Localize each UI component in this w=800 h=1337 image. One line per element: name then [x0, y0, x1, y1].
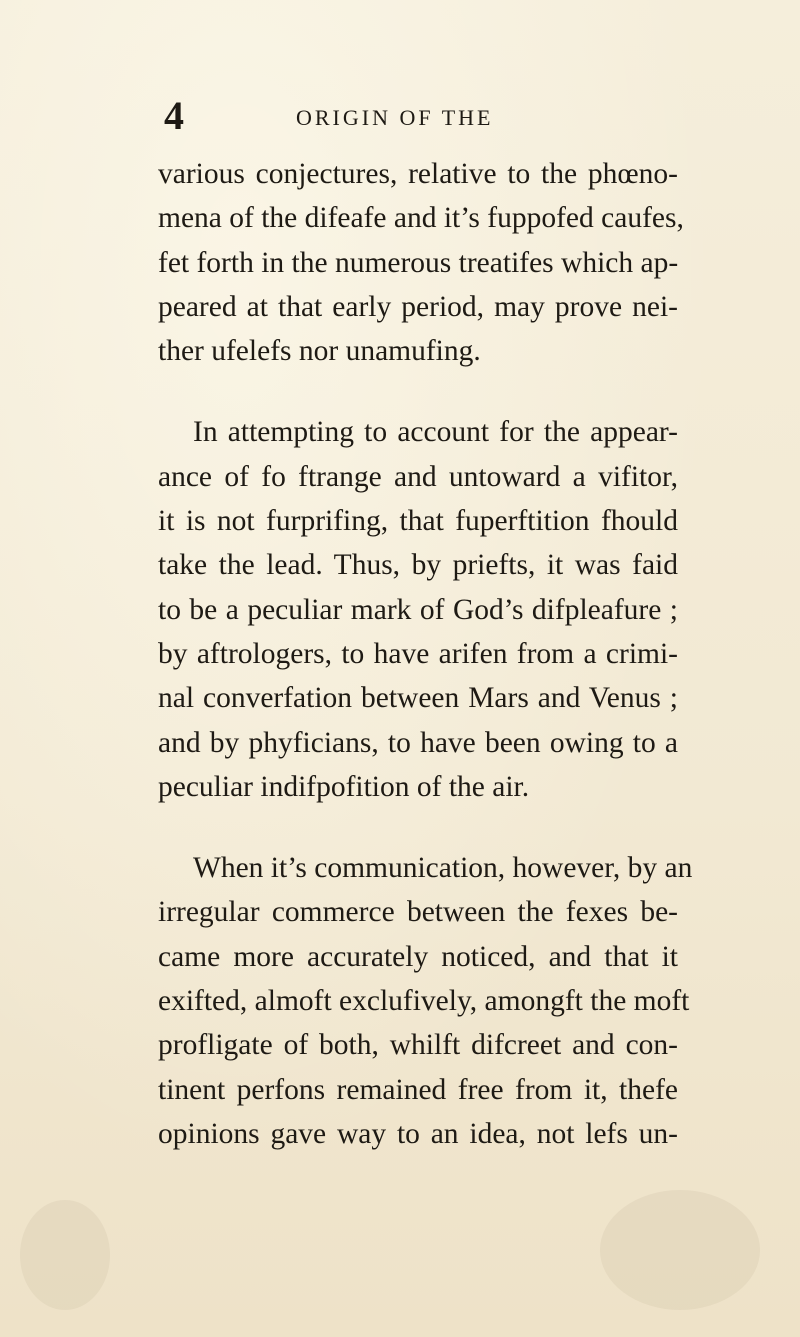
- text-line: by aftrologers, to have arifen from a crimi-: [158, 637, 678, 670]
- text-line: profligate of both, whilft difcreet and con-: [158, 1029, 678, 1062]
- text-line: irregular commerce between the fexes be-: [158, 896, 678, 929]
- running-title: ORIGIN OF THE: [296, 105, 494, 130]
- page-header: [0, 93, 800, 138]
- text-line: and by phyficians, to have been owing to a: [158, 726, 678, 759]
- text-line: peculiar indifpofition of the air.: [158, 770, 530, 803]
- body-text: [158, 152, 693, 1156]
- page-number: 4: [164, 93, 184, 138]
- text-line: to be a peculiar mark of God’s difpleafure ;: [158, 593, 678, 626]
- text-line: take the lead. Thus, by priefts, it was faid: [158, 549, 678, 582]
- text-line: When it’s communication, however, by an: [193, 852, 693, 885]
- paragraph-1: [158, 152, 684, 373]
- text-line: ther ufelefs nor unamufing.: [158, 335, 481, 368]
- text-line: mena of the difeafe and it’s fuppofed caufes,: [158, 202, 684, 235]
- text-line: exifted, almoft exclufively, amongft the moft: [158, 985, 690, 1018]
- paragraph-2: [158, 410, 678, 809]
- text-line: tinent perfons remained free from it, thefe: [158, 1073, 678, 1106]
- text-line: opinions gave way to an idea, not lefs un-: [158, 1117, 678, 1150]
- paper-stain: [600, 1190, 760, 1310]
- text-line: various conjectures, relative to the phœno-: [158, 158, 678, 190]
- paragraph-3: [158, 846, 693, 1156]
- text-line: peared at that early period, may prove nei-: [158, 290, 678, 323]
- text-line: nal converfation between Mars and Venus ;: [158, 682, 678, 715]
- text-line: fet forth in the numerous treatifes which ap-: [158, 246, 679, 279]
- text-line: it is not furprifing, that fuperftition fhould: [158, 505, 678, 538]
- text-line: In attempting to account for the appear-: [193, 416, 678, 449]
- text-line: came more accurately noticed, and that it: [158, 940, 678, 973]
- paper-stain: [20, 1200, 110, 1310]
- text-line: ance of fo ftrange and untoward a vifitor,: [158, 460, 678, 493]
